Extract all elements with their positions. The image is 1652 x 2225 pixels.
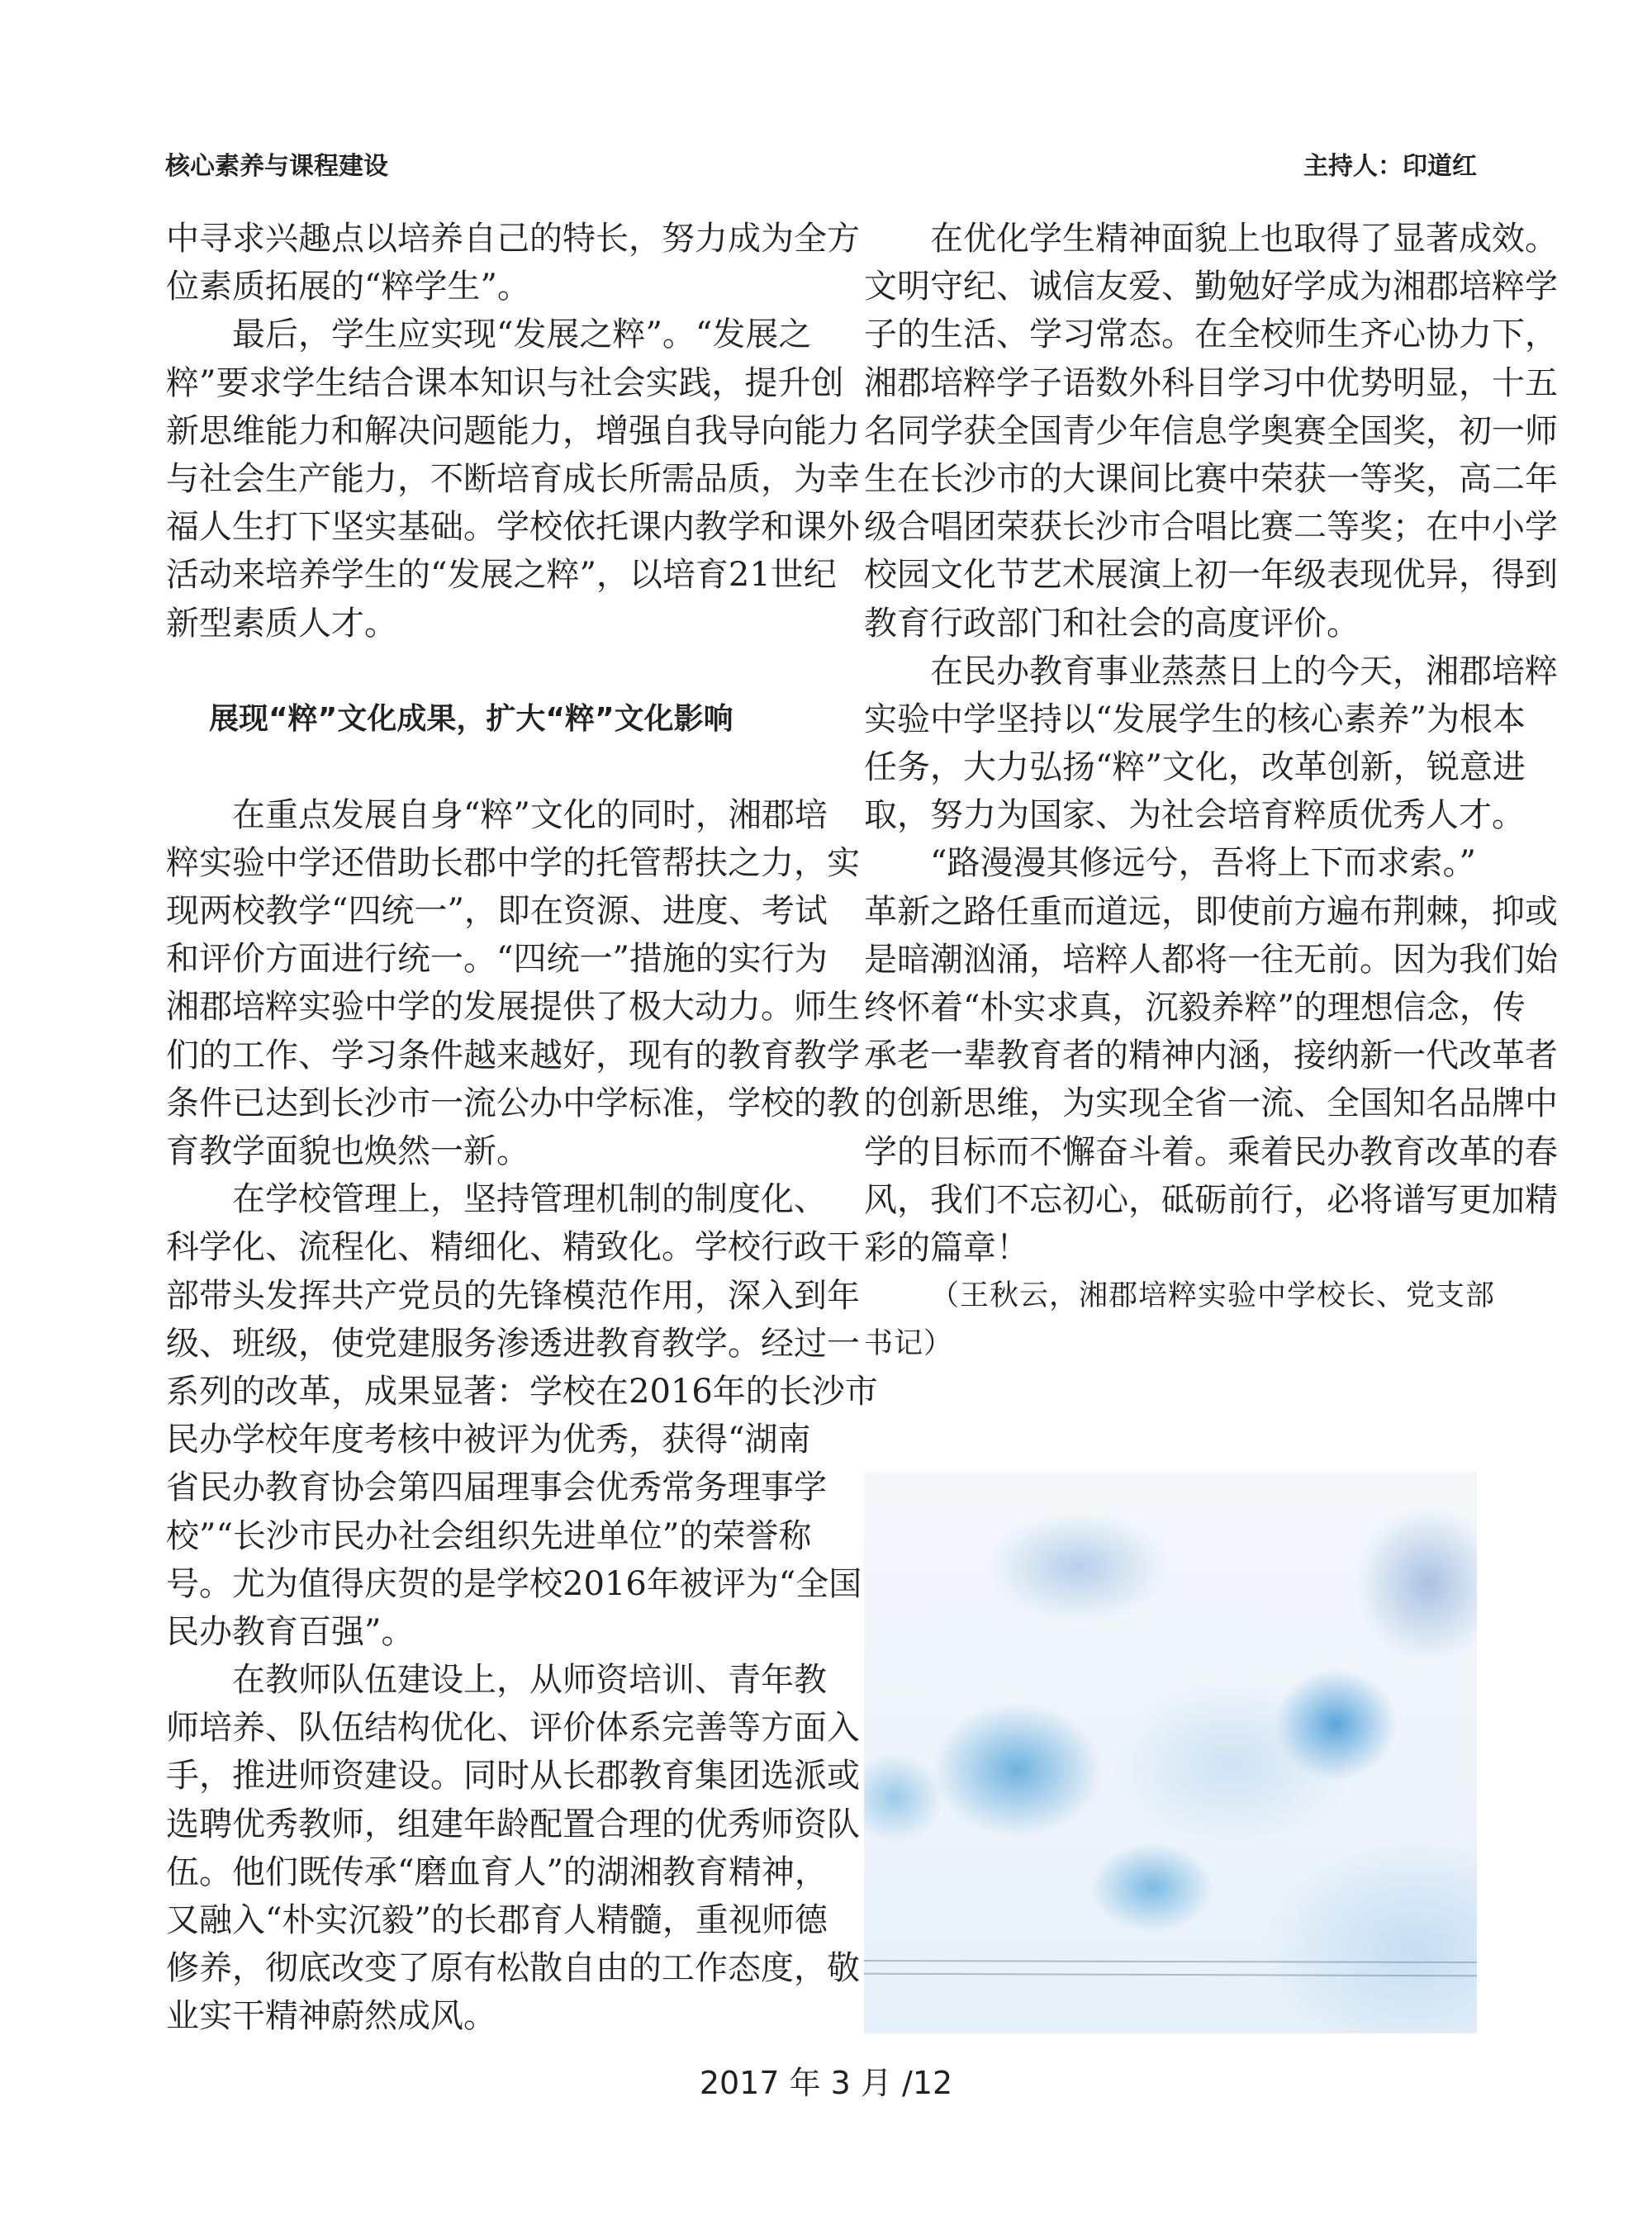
text-line: 粹实验中学还借助长郡中学的托管帮扶之力，实 (166, 843, 860, 882)
text-line: 号。尤为值得庆贺的是学校2016年被评为“全国 (166, 1564, 862, 1603)
text-line: 校”“长沙市民办社会组织先进单位”的荣誉称 (166, 1516, 812, 1555)
text-line: 湘郡培粹实验中学的发展提供了极大动力。师生 (166, 988, 860, 1027)
text-line: 与社会生产能力，不断培育成长所需品质，为幸 (166, 459, 860, 498)
signature-line: （王秋云，湘郡培粹实验中学校长、党支部 (930, 1279, 1496, 1313)
text-line: 们的工作、学习条件越来越好，现有的教育教学 (166, 1036, 860, 1075)
text-line: 选聘优秀教师，组建年龄配置合理的优秀师资队 (166, 1805, 860, 1843)
text-line: 彩的篇章！ (864, 1228, 1029, 1267)
text-line: 粹”要求学生结合课本知识与社会实践，提升创 (166, 363, 844, 402)
text-line: 革新之路任重而道远，即使前方遍布荆棘，抑或 (864, 892, 1558, 931)
text-line: 又融入“朴实沉毅”的长郡育人精髓，重视师德 (166, 1901, 828, 1939)
text-line: 文明守纪、诚信友爱、勤勉好学成为湘郡培粹学 (864, 268, 1558, 306)
text-line: 伍。他们既传承“磨血育人”的湖湘教育精神， (166, 1853, 828, 1891)
text-line: 系列的改革，成果显著：学校在2016年的长沙市 (166, 1372, 878, 1411)
paragraph (166, 215, 860, 311)
left-column (166, 215, 878, 2041)
text-line: 省民办教育协会第四届理事会优秀常务理事学 (166, 1468, 827, 1507)
text-line: 级合唱团荣获长沙市合唱比赛二等奖；在中小学 (864, 508, 1558, 547)
text-line: 新思维能力和解决问题能力，增强自我导向能力 (166, 411, 860, 450)
text-line: 取，努力为国家、为社会培育粹质优秀人才。 (864, 796, 1525, 835)
text-line: 条件已达到长沙市一流公办中学标准，学校的教 (166, 1084, 860, 1122)
text-line: 风，我们不忘初心，砥砺前行，必将谱写更加精 (864, 1180, 1558, 1219)
text-line: 是暗潮汹涌，培粹人都将一往无前。因为我们始 (864, 940, 1558, 979)
text-line: “路漫漫其修远兮，吾将上下而求索。” (930, 844, 1476, 883)
text-line: 生在长沙市的大课间比赛中荣获一等奖，高二年 (864, 459, 1558, 498)
right-column (864, 215, 1558, 1369)
paragraph (166, 1175, 878, 1656)
text-line: 实验中学坚持以“发展学生的核心素养”为根本 (864, 700, 1526, 738)
author-signature (864, 1272, 1496, 1368)
text-line: 任务，大力弘扬“粹”文化，改革创新，锐意进 (864, 748, 1526, 787)
section-header: 核心素养与课程建设 (165, 152, 388, 181)
text-line: 终怀着“朴实求真，沉毅养粹”的理想信念，传 (864, 989, 1526, 1027)
text-line: 中寻求兴趣点以培养自己的特长，努力成为全方 (166, 220, 860, 258)
power-line (864, 1973, 1477, 1976)
text-line: 民办教育百强”。 (166, 1612, 415, 1651)
text-line: 最后，学生应实现“发展之粹”。“发展之 (232, 315, 812, 354)
text-line: 师培养、队伍结构优化、评价体系完善等方面入 (166, 1709, 860, 1748)
paragraph (166, 791, 860, 1176)
text-line: 在民办教育事业蒸蒸日上的今天，湘郡培粹 (930, 652, 1558, 690)
text-line: 名同学获全国青少年信息学奥赛全国奖，初一师 (864, 411, 1558, 450)
text-line: 新型素质人才。 (166, 604, 397, 643)
text-line: 民办学校年度考核中被评为优秀，获得“湖南 (166, 1421, 811, 1459)
text-line: 学的目标而不懈奋斗着。乘着民办教育改革的春 (864, 1132, 1558, 1171)
text-line: 活动来培养学生的“发展之粹”，以培育21世纪 (166, 556, 837, 595)
text-line: 承老一辈教育者的精神内涵，接纳新一代改革者 (864, 1037, 1558, 1075)
signature-line: 书记） (864, 1327, 954, 1361)
text-line: 在教师队伍建设上，从师资培训、青年教 (232, 1661, 827, 1700)
text-line: 科学化、流程化、精细化、精致化。学校行政干 (166, 1228, 860, 1267)
text-line: 在学校管理上，坚持管理机制的制度化、 (232, 1180, 827, 1219)
text-line: 教育行政部门和社会的高度评价。 (864, 604, 1360, 643)
host-header: 主持人：印道红 (1303, 152, 1477, 181)
paragraph (864, 648, 1558, 840)
paragraph (166, 1656, 860, 2041)
paragraph (864, 215, 1558, 648)
text-line: 在重点发展自身“粹”文化的同时，湘郡培 (232, 795, 828, 834)
text-line: 育教学面貌也焕然一新。 (166, 1132, 529, 1170)
text-line: 修养，彻底改变了原有松散自由的工作态度，敬 (166, 1949, 860, 1988)
text-line: 湘郡培粹学子语数外科目学习中优势明显，十五 (864, 363, 1558, 402)
power-line (864, 1960, 1477, 1962)
paragraph (166, 311, 860, 647)
text-line: 校园文化节艺术展演上初一年级表现优异，得到 (864, 556, 1558, 595)
text-line: 部带头发挥共产党员的先锋模范作用，深入到年 (166, 1276, 860, 1315)
text-line: 手，推进师资建设。同时从长郡教育集团选派或 (166, 1757, 860, 1796)
text-line: 的创新思维，为实现全省一流、全国知名品牌中 (864, 1084, 1558, 1123)
text-line: 和评价方面进行统一。“四统一”措施的实行为 (166, 940, 828, 979)
sky-cloud-photo (864, 1472, 1477, 2033)
paragraph (864, 839, 1558, 1272)
text-line: 业实干精神蔚然成风。 (166, 1997, 496, 2036)
text-line: 福人生打下坚实基础。学校依托课内教学和课外 (166, 508, 860, 547)
text-line: 级、班级，使党建服务渗透进教育教学。经过一 (166, 1324, 860, 1363)
text-line: 现两校教学“四统一”，即在资源、进度、考试 (166, 892, 828, 931)
text-line: 位素质拓展的“粹学生”。 (166, 268, 530, 306)
section-heading: 展现“粹”文化成果，扩大“粹”文化影响 (209, 701, 733, 736)
text-line: 在优化学生精神面貌上也取得了显著成效。 (930, 220, 1558, 258)
page-footer: 2017 年 3 月 /12 (699, 2065, 953, 2101)
text-line: 子的生活、学习常态。在全校师生齐心协力下， (864, 315, 1558, 354)
